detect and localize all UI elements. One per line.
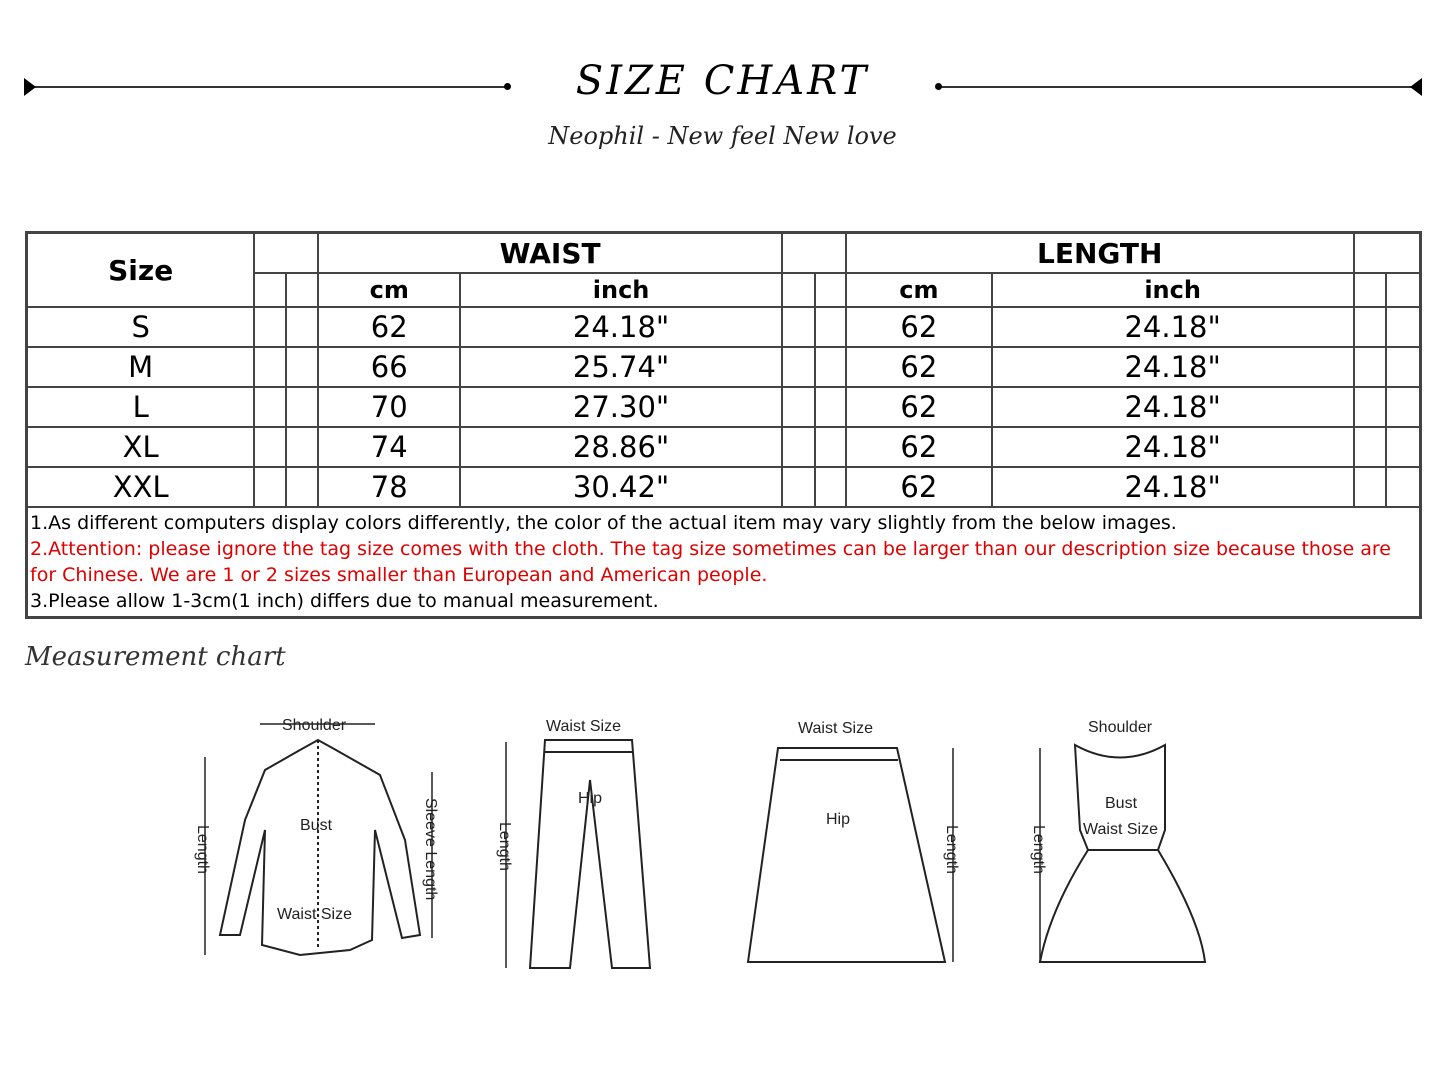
- dress-waist-label: Waist Size: [1083, 821, 1158, 838]
- table-row: [27, 467, 1421, 507]
- length-cm-cell: 62: [846, 347, 992, 387]
- length-header: LENGTH: [846, 233, 1354, 274]
- empty-cell: [1354, 233, 1421, 274]
- empty-cell: [286, 387, 318, 427]
- page-subtitle: Neophil - New feel New love: [548, 122, 897, 150]
- length-cm-cell: 62: [846, 427, 992, 467]
- empty-cell: [286, 273, 318, 307]
- waist-cm-cell: 62: [318, 307, 460, 347]
- empty-cell: [286, 347, 318, 387]
- measurement-title: Measurement chart: [25, 642, 286, 672]
- dress-illustration: [1030, 719, 1205, 962]
- empty-cell: [1354, 347, 1387, 387]
- waist-header: WAIST: [318, 233, 782, 274]
- empty-cell: [1354, 467, 1387, 507]
- size-table: [25, 231, 1422, 619]
- empty-cell: [1386, 307, 1420, 347]
- empty-cell: [254, 307, 286, 347]
- shirt-illustration: [194, 717, 439, 955]
- empty-cell: [815, 347, 846, 387]
- empty-cell: [254, 427, 286, 467]
- skirt-waist-label: Waist Size: [798, 720, 873, 737]
- empty-cell: [1386, 427, 1420, 467]
- table-row: [27, 387, 1421, 427]
- length-inch-header: inch: [992, 273, 1354, 307]
- empty-cell: [782, 233, 846, 274]
- skirt-hip-label: Hip: [826, 811, 851, 828]
- waist-inch-cell: 24.18": [460, 307, 782, 347]
- page-title: SIZE CHART: [575, 58, 870, 104]
- empty-cell: [1354, 273, 1387, 307]
- empty-cell: [782, 347, 815, 387]
- table-row: [27, 347, 1421, 387]
- empty-cell: [782, 467, 815, 507]
- length-cm-cell: 62: [846, 467, 992, 507]
- dress-shoulder-label: Shoulder: [1088, 719, 1153, 736]
- empty-cell: [782, 273, 815, 307]
- size-cell: L: [27, 387, 255, 427]
- empty-cell: [254, 467, 286, 507]
- empty-cell: [286, 467, 318, 507]
- notes-row: [27, 507, 1421, 618]
- shirt-sleeve-label: Sleeve Length: [422, 798, 439, 901]
- waist-cm-cell: 66: [318, 347, 460, 387]
- empty-cell: [1354, 307, 1387, 347]
- empty-cell: [254, 347, 286, 387]
- waist-cm-header: cm: [318, 273, 460, 307]
- skirt-illustration: [748, 720, 960, 962]
- empty-cell: [254, 387, 286, 427]
- pants-illustration: [496, 718, 650, 968]
- empty-cell: [815, 307, 846, 347]
- empty-cell: [815, 273, 846, 307]
- shirt-bust-label: Bust: [300, 817, 333, 834]
- empty-cell: [782, 307, 815, 347]
- shirt-length-label: Length: [194, 825, 211, 874]
- dress-length-label: Length: [1030, 825, 1047, 874]
- note-2: 2.Attention: please ignore the tag size comes with the cloth. The tag size sometimes can be larger than our description size because those are for Chinese. We are 1 or 2 sizes smaller than European and American people.: [30, 538, 1391, 586]
- empty-cell: [782, 387, 815, 427]
- empty-cell: [815, 427, 846, 467]
- waist-cm-cell: 78: [318, 467, 460, 507]
- length-inch-cell: 24.18": [992, 347, 1354, 387]
- empty-cell: [1354, 427, 1387, 467]
- empty-cell: [1386, 347, 1420, 387]
- size-cell: M: [27, 347, 255, 387]
- empty-cell: [1386, 387, 1420, 427]
- measurement-illustrations: [0, 700, 1445, 1000]
- empty-cell: [254, 273, 286, 307]
- note-3: 3.Please allow 1-3cm(1 inch) differs due to manual measurement.: [30, 590, 659, 612]
- waist-inch-header: inch: [460, 273, 782, 307]
- waist-inch-cell: 25.74": [460, 347, 782, 387]
- waist-cm-cell: 74: [318, 427, 460, 467]
- length-inch-cell: 24.18": [992, 387, 1354, 427]
- length-inch-cell: 24.18": [992, 307, 1354, 347]
- size-cell: XL: [27, 427, 255, 467]
- shirt-shoulder-label: Shoulder: [282, 717, 347, 734]
- empty-cell: [286, 307, 318, 347]
- dress-bust-label: Bust: [1105, 795, 1138, 812]
- empty-cell: [782, 427, 815, 467]
- empty-cell: [286, 427, 318, 467]
- table-row: [27, 307, 1421, 347]
- empty-cell: [815, 387, 846, 427]
- pants-length-label: Length: [496, 822, 513, 871]
- empty-cell: [1386, 273, 1420, 307]
- length-cm-header: cm: [846, 273, 992, 307]
- note-1: 1.As different computers display colors differently, the color of the actual item may vary slightly from the below images.: [30, 512, 1177, 534]
- pants-waist-label: Waist Size: [546, 718, 621, 735]
- size-header: Size: [27, 233, 255, 308]
- length-inch-cell: 24.18": [992, 427, 1354, 467]
- length-cm-cell: 62: [846, 307, 992, 347]
- waist-inch-cell: 30.42": [460, 467, 782, 507]
- shirt-waist-label: Waist Size: [277, 906, 352, 923]
- waist-cm-cell: 70: [318, 387, 460, 427]
- length-inch-cell: 24.18": [992, 467, 1354, 507]
- pants-hip-label: Hip: [578, 790, 603, 807]
- size-cell: XXL: [27, 467, 255, 507]
- empty-cell: [254, 233, 318, 274]
- waist-inch-cell: 28.86": [460, 427, 782, 467]
- size-cell: S: [27, 307, 255, 347]
- waist-inch-cell: 27.30": [460, 387, 782, 427]
- empty-cell: [815, 467, 846, 507]
- empty-cell: [1386, 467, 1420, 507]
- table-row: [27, 427, 1421, 467]
- table-header-row: [27, 233, 1421, 274]
- empty-cell: [1354, 387, 1387, 427]
- skirt-length-label: Length: [943, 825, 960, 874]
- length-cm-cell: 62: [846, 387, 992, 427]
- notes-cell: [27, 507, 1421, 618]
